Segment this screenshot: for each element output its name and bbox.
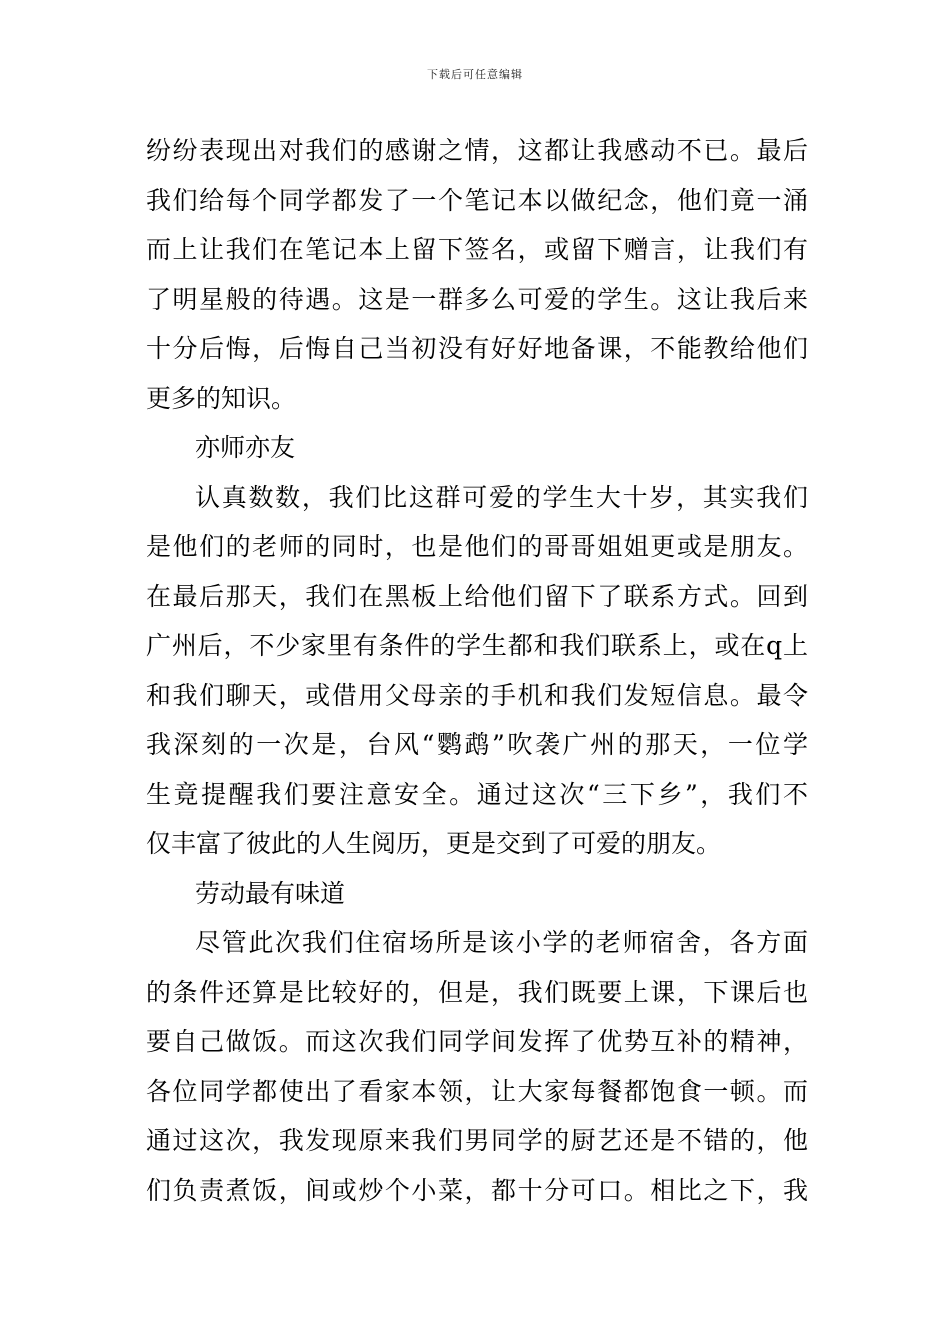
paragraph-line: 在最后那天，我们在黑板上给他们留下了联系方式。回到 <box>146 581 808 611</box>
paragraph-line: 们负责煮饭，间或炒个小菜，都十分可口。相比之下，我 <box>146 1175 808 1205</box>
paragraph-line: 更多的知识。 <box>146 383 297 413</box>
paragraph-line: 仅丰富了彼此的人生阅历，更是交到了可爱的朋友。 <box>146 829 722 858</box>
paragraph-line: 生竟提醒我们要注意安全。通过这次“三下乡”，我们不 <box>146 779 808 809</box>
paragraph-line: 而上让我们在笔记本上留下签名，或留下赠言，让我们有 <box>146 235 808 264</box>
paragraph-line: 和我们聊天，或借用父母亲的手机和我们发短信息。最令 <box>146 680 808 710</box>
section-heading: 亦师亦友 <box>195 433 296 462</box>
paragraph-line: 是他们的老师的同时，也是他们的哥哥姐姐更或是朋友。 <box>146 532 808 561</box>
paragraph-line: 的条件还算是比较好的，但是，我们既要上课，下课后也 <box>146 977 808 1007</box>
document-body <box>146 126 808 1215</box>
paragraph-line: 各位同学都使出了看家本领，让大家每餐都饱食一顿。而 <box>146 1076 808 1106</box>
page-header: 下载后可任意编辑 <box>427 68 523 81</box>
paragraph-line: 十分后悔，后悔自己当初没有好好地备课，不能教给他们 <box>146 334 808 363</box>
paragraph-line: 了明星般的待遇。这是一群多么可爱的学生。这让我后来 <box>146 284 808 314</box>
paragraph-line: 纷纷表现出对我们的感谢之情，这都让我感动不已。最后 <box>146 136 808 165</box>
paragraph-line: 认真数数，我们比这群可爱的学生大十岁，其实我们 <box>195 482 808 512</box>
paragraph-line: 我们给每个同学都发了一个笔记本以做纪念，他们竟一涌 <box>146 185 808 215</box>
paragraph-line: 要自己做饭。而这次我们同学间发挥了优势互补的精神， <box>146 1027 808 1056</box>
section-heading: 劳动最有味道 <box>195 878 346 908</box>
paragraph-line: 广州后，不少家里有条件的学生都和我们联系上，或在q上 <box>146 631 808 660</box>
paragraph-line: 通过这次，我发现原来我们男同学的厨艺还是不错的，他 <box>146 1126 808 1155</box>
paragraph-line: 尽管此次我们住宿场所是该小学的老师宿舍，各方面 <box>195 928 808 957</box>
paragraph-line: 我深刻的一次是，台风“鹦鹉”吹袭广州的那天，一位学 <box>146 730 808 759</box>
